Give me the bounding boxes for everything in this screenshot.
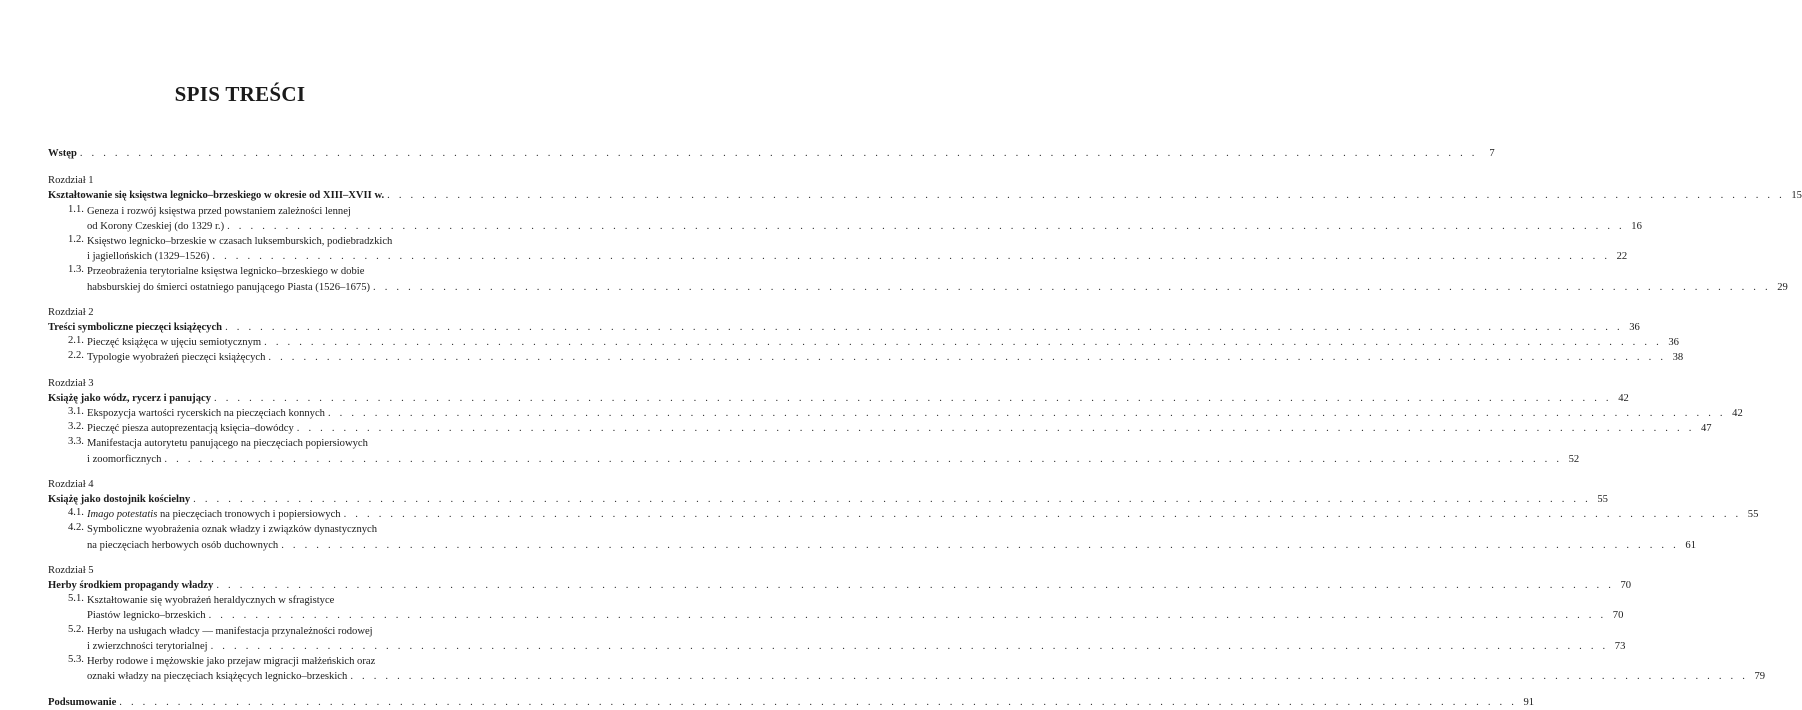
entry-text <box>87 406 325 421</box>
section-last-row[interactable] <box>87 335 1679 350</box>
toc-entry-section[interactable] <box>48 436 1580 466</box>
page-number: 29 <box>1777 281 1788 293</box>
section-last-line: na pieczęciach herbowych osób duchownych <box>87 539 279 551</box>
toc-entry-section[interactable] <box>48 264 1788 294</box>
dot-leader: . . . . . . . . . . . . . . . . . . . . . . . . . . . . . . . . . . . . . . . . . . . . . . . . . . . . . . . . . . . . . . . . . . . . . . . . . . . . . . . . . . . . . . . . . . . . . . . . . . . . . . . . . . . . . . . . . . . . . . . . <box>212 251 1611 263</box>
entry-text <box>87 608 206 623</box>
section-last-line: na pieczęciach tronowych i popiersiowych <box>157 509 341 521</box>
dot-leader: . . . . . . . . . . . . . . . . . . . . . . . . . . . . . . . . . . . . . . . . . . . . . . . . . . . . . . . . . . . . . . . . . . . . . . . . . . . . . . . . . . . . . . . . . . . . . . . . . . . . . . . . . . . . . . . . . . . . . . . . <box>281 539 1679 551</box>
dot-leader: . . . . . . . . . . . . . . . . . . . . . . . . . . . . . . . . . . . . . . . . . . . . . . . . . . . . . . . . . . . . . . . . . . . . . . . . . . . . . . . . . . . . . . . . . . . . . . . . . . . . . . . . . . . . . . . . . . . . . . . . <box>210 640 1609 652</box>
entry-text <box>48 146 77 161</box>
page-number: 61 <box>1685 539 1696 551</box>
page-number: 7 <box>1489 148 1495 159</box>
section-body <box>87 406 1743 421</box>
page-number: 73 <box>1614 640 1626 652</box>
entry-text <box>87 421 294 436</box>
section-last-row[interactable] <box>87 406 1743 421</box>
dot-leader: . . . . . . . . . . . . . . . . . . . . . . . . . . . . . . . . . . . . . . . . . . . . . . . . . . . . . . . . . . . . . . . . . . . . . . . . . . . . . . . . . . . . . . . . . . . . . . . . . . . . . . . . . . . . . . . . . . . . . . . . <box>268 352 1667 364</box>
section-number: 2.1. <box>68 335 84 347</box>
entry-text <box>48 695 116 710</box>
section-body <box>87 350 1683 365</box>
dot-leader: . . . . . . . . . . . . . . . . . . . . . . . . . . . . . . . . . . . . . . . . . . . . . . . . . . . . . . . . . . . . . . . . . . . . . . . . . . . . . . . . . . . . . . . . . . . . . . . . . . . . . . . . . . . . . . . . . . . . . . . . <box>214 392 1612 404</box>
toc-entry-section[interactable] <box>48 654 1766 684</box>
section-last-line: od Korony Czeskiej (do 1329 r.) <box>87 220 225 232</box>
page-number: 47 <box>1700 423 1712 435</box>
entry-text <box>48 578 213 593</box>
page-number: 36 <box>1629 322 1640 334</box>
section-body <box>87 264 1788 294</box>
section-number: 1.1. <box>68 203 84 215</box>
entry-text <box>48 492 190 507</box>
page-number: 22 <box>1616 251 1628 263</box>
entry-text <box>48 391 211 406</box>
section-line: Geneza i rozwój księstwa przed powstaniem zależności lennej <box>87 205 351 217</box>
toc-entry-section[interactable] <box>48 335 1679 350</box>
section-last-row[interactable] <box>87 280 1788 295</box>
section-last-row[interactable] <box>87 507 1758 522</box>
section-last-line: Pieczęć książęca w ujęciu semiotycznym <box>87 337 262 349</box>
section-body <box>87 421 1712 436</box>
toc-entry-section[interactable] <box>48 507 1759 522</box>
toc-entry-section[interactable] <box>48 203 1642 234</box>
page-number: 79 <box>1754 671 1766 683</box>
toc-entry-section[interactable] <box>48 623 1626 654</box>
entry-text <box>87 219 224 234</box>
dot-leader: . . . . . . . . . . . . . . . . . . . . . . . . . . . . . . . . . . . . . . . . . . . . . . . . . . . . . . . . . . . . . . . . . . . . . . . . . . . . . . . . . . . . . . . . . . . . . . . . . . . . . . . . . . . . . . . . . . . . . . . . <box>193 494 1591 506</box>
chapter-label: Rozdział 5 <box>48 564 94 576</box>
dot-leader: . . . . . . . . . . . . . . . . . . . . . . . . . . . . . . . . . . . . . . . . . . . . . . . . . . . . . . . . . . . . . . . . . . . . . . . . . . . . . . . . . . . . . . . . . . . . . . . . . . . . . . . . . . . . . . . . . . . . . . . . <box>373 281 1771 293</box>
table-of-contents <box>48 146 1802 710</box>
page-number: 55 <box>1747 509 1759 521</box>
section-body <box>87 654 1765 684</box>
dot-leader: . . . . . . . . . . . . . . . . . . . . . . . . . . . . . . . . . . . . . . . . . . . . . . . . . . . . . . . . . . . . . . . . . . . . . . . . . . . . . . . . . . . . . . . . . . . . . . . . . . . . . . . . . . . . . . . . . . . . . . . . <box>343 509 1742 521</box>
section-last-row[interactable] <box>87 639 1625 654</box>
dot-leader: . . . . . . . . . . . . . . . . . . . . . . . . . . . . . . . . . . . . . . . . . . . . . . . . . . . . . . . . . . . . . . . . . . . . . . . . . . . . . . . . . . . . . . . . . . . . . . . . . . . . . . . . . . . . . . . . . . . . . . . . <box>79 148 1478 159</box>
entry-text <box>48 188 384 203</box>
section-last-row[interactable] <box>87 669 1765 684</box>
entry-text <box>87 669 347 684</box>
chapter-label: Rozdział 3 <box>48 377 94 389</box>
chapter-block <box>48 173 1802 295</box>
page-number: 36 <box>1668 337 1679 349</box>
section-number: 3.1. <box>68 406 84 418</box>
section-last-row[interactable] <box>87 249 1627 264</box>
toc-entry-section[interactable] <box>48 350 1684 365</box>
page-number: 70 <box>1612 610 1624 622</box>
chapter-title: Książę jako dostojnik kościelny <box>48 494 191 506</box>
section-number: 4.1. <box>68 507 84 519</box>
section-body <box>87 507 1758 522</box>
toc-entry-section[interactable] <box>48 421 1712 436</box>
toc-entry-chapter[interactable] <box>48 391 1629 406</box>
dot-leader: . . . . . . . . . . . . . . . . . . . . . . . . . . . . . . . . . . . . . . . . . . . . . . . . . . . . . . . . . . . . . . . . . . . . . . . . . . . . . . . . . . . . . . . . . . . . . . . . . . . . . . . . . . . . . . . . . . . . . . . . <box>327 408 1726 420</box>
page-number: 38 <box>1672 352 1684 364</box>
section-number: 1.2. <box>68 234 84 246</box>
section-number: 5.3. <box>68 654 84 666</box>
chapter-label: Rozdział 4 <box>48 478 94 490</box>
summary-label: Podsumowanie <box>48 696 117 708</box>
section-body <box>87 335 1679 350</box>
page-number: 15 <box>1791 190 1802 202</box>
chapter-label: Rozdział 2 <box>48 306 94 318</box>
dot-leader: . . . . . . . . . . . . . . . . . . . . . . . . . . . . . . . . . . . . . . . . . . . . . . . . . . . . . . . . . . . . . . . . . . . . . . . . . . . . . . . . . . . . . . . . . . . . . . . . . . . . . . . . . . . . . . . . . . . . . . . . <box>227 220 1625 232</box>
toc-entry-section[interactable] <box>48 406 1743 421</box>
section-line: Przeobrażenia terytorialne księstwa legnicko–brzeskiego w dobie <box>87 266 365 278</box>
chapter-title: Kształtowanie się księstwa legnicko–brzeskiego w okresie od XIII–XVII w. <box>48 190 385 202</box>
section-number: 3.3. <box>68 436 84 448</box>
toc-entry-intro[interactable] <box>48 146 1495 161</box>
page-number: 42 <box>1732 408 1743 420</box>
dot-leader: . . . . . . . . . . . . . . . . . . . . . . . . . . . . . . . . . . . . . . . . . . . . . . . . . . . . . . . . . . . . . . . . . . . . . . . . . . . . . . . . . . . . . . . . . . . . . . . . . . . . . . . . . . . . . . . . . . . . . . . . <box>216 580 1615 592</box>
page-number: 16 <box>1631 220 1642 232</box>
entry-text <box>87 538 278 553</box>
page-number: 70 <box>1620 580 1632 592</box>
section-body <box>87 624 1625 654</box>
dot-leader: . . . . . . . . . . . . . . . . . . . . . . . . . . . . . . . . . . . . . . . . . . . . . . . . . . . . . . . . . . . . . . . . . . . . . . . . . . . . . . . . . . . . . . . . . . . . . . . . . . . . . . . . . . . . . . . . . . . . . . . . <box>208 610 1607 622</box>
entry-text <box>48 320 222 335</box>
entry-text <box>87 452 161 467</box>
toc-entry-section[interactable] <box>48 593 1624 623</box>
page-number: 52 <box>1568 453 1580 465</box>
section-line: Herby rodowe i mężowskie jako przejaw migracji małżeńskich oraz <box>87 656 376 668</box>
chapter-block <box>48 477 1759 553</box>
section-last-row[interactable] <box>87 350 1683 365</box>
section-last-line: i jagiellońskich (1329–1526) <box>87 251 210 263</box>
section-number: 5.1. <box>68 593 84 605</box>
chapter-title: Książę jako wódz, rycerz i panujący <box>48 392 211 404</box>
dot-leader: . . . . . . . . . . . . . . . . . . . . . . . . . . . . . . . . . . . . . . . . . . . . . . . . . . . . . . . . . . . . . . . . . . . . . . . . . . . . . . . . . . . . . . . . . . . . . . . . . . . . . . . . . . . . . . . . . . . . . . . . <box>264 337 1662 349</box>
dot-leader: . . . . . . . . . . . . . . . . . . . . . . . . . . . . . . . . . . . . . . . . . . . . . . . . . . . . . . . . . . . . . . . . . . . . . . . . . . . . . . . . . . . . . . . . . . . . . . . . . . . . . . . . . . . . . . . . . . . . . . . . <box>350 671 1749 683</box>
dot-leader: . . . . . . . . . . . . . . . . . . . . . . . . . . . . . . . . . . . . . . . . . . . . . . . . . . . . . . . . . . . . . . . . . . . . . . . . . . . . . . . . . . . . . . . . . . . . . . . . . . . . . . . . . . . . . . . . . . . . . . . . <box>296 423 1695 435</box>
toc-entry-section[interactable] <box>48 234 1628 264</box>
section-last-line: i zwierzchności terytorialnej <box>87 640 208 652</box>
section-body <box>87 593 1623 623</box>
section-last-row[interactable] <box>87 421 1712 436</box>
toc-entry-chapter[interactable] <box>48 492 1608 507</box>
section-last-line: oznaki władzy na pieczęciach książęcych legnicko–brzeskich <box>87 671 348 683</box>
entry-text <box>87 507 341 522</box>
section-number: 1.3. <box>68 264 84 276</box>
section-body <box>87 522 1696 552</box>
chapter-title: Herby środkiem propagandy władzy <box>48 580 214 592</box>
section-last-row[interactable] <box>87 219 1642 234</box>
section-last-line: Pieczęć piesza autoprezentacją księcia–dowódcy <box>87 423 294 435</box>
toc-entry-chapter[interactable] <box>48 188 1802 203</box>
dot-leader: . . . . . . . . . . . . . . . . . . . . . . . . . . . . . . . . . . . . . . . . . . . . . . . . . . . . . . . . . . . . . . . . . . . . . . . . . . . . . . . . . . . . . . . . . . . . . . . . . . . . . . . . . . . . . . . . . . . . . . . . <box>387 190 1785 202</box>
section-last-row[interactable] <box>87 608 1623 623</box>
section-body <box>87 436 1579 466</box>
section-line: Kształtowanie się wyobrażeń heraldycznych w sfragistyce <box>87 595 335 607</box>
section-last-row[interactable] <box>87 452 1579 467</box>
section-number: 2.2. <box>68 350 84 362</box>
toc-entry-section[interactable] <box>48 522 1696 552</box>
chapter-label: Rozdział 1 <box>48 175 94 187</box>
entry-text <box>87 280 370 295</box>
section-line: Symboliczne wyobrażenia oznak władzy i związków dynastycznych <box>87 524 378 536</box>
dot-leader: . . . . . . . . . . . . . . . . . . . . . . . . . . . . . . . . . . . . . . . . . . . . . . . . . . . . . . . . . . . . . . . . . . . . . . . . . . . . . . . . . . . . . . . . . . . . . . . . . . . . . . . . . . . . . . . . . . . . . . . . <box>164 453 1563 465</box>
entry-text <box>87 350 265 365</box>
section-body <box>87 234 1627 264</box>
section-line: Herby na usługach władcy — manifestacja przynależności rodowej <box>87 625 373 637</box>
dot-leader: . . . . . . . . . . . . . . . . . . . . . . . . . . . . . . . . . . . . . . . . . . . . . . . . . . . . . . . . . . . . . . . . . . . . . . . . . . . . . . . . . . . . . . . . . . . . . . . . . . . . . . . . . . . . . . . . . . . . . . . . <box>225 322 1623 334</box>
toc-entry-summary[interactable] <box>48 695 1535 710</box>
page-number: 55 <box>1597 494 1608 506</box>
section-last-line: Typologie wyobrażeń pieczęci książęcych <box>87 352 266 364</box>
section-last-row[interactable] <box>87 538 1696 553</box>
section-last-line: i zoomorficznych <box>87 453 162 465</box>
section-body <box>87 204 1642 234</box>
section-number: 3.2. <box>68 421 84 433</box>
section-last-line: habsburskiej do śmierci ostatniego panującego Piasta (1526–1675) <box>87 281 371 293</box>
section-last-line: Ekspozycja wartości rycerskich na pieczęciach konnych <box>87 408 325 420</box>
page-number: 91 <box>1523 696 1535 708</box>
section-line: Manifestacja autorytetu panującego na pieczęciach popiersiowych <box>87 438 368 450</box>
entry-text <box>87 335 261 350</box>
toc-entry-chapter[interactable] <box>48 320 1640 335</box>
page-title: SPIS TREŚCI <box>174 82 306 106</box>
section-number: 5.2. <box>68 623 84 635</box>
section-italic-text: Imago potestatis <box>87 509 158 521</box>
section-line: Księstwo legnicko–brzeskie w czasach luksemburskich, podiebradzkich <box>87 236 393 248</box>
chapter-block <box>48 563 1766 685</box>
entry-text <box>87 639 208 654</box>
chapter-block <box>48 305 1684 366</box>
section-last-line: Piastów legnicko–brzeskich <box>87 610 206 622</box>
toc-entry-chapter[interactable] <box>48 578 1632 593</box>
chapter-block <box>48 376 1743 467</box>
entry-text <box>87 249 209 264</box>
dot-leader: . . . . . . . . . . . . . . . . . . . . . . . . . . . . . . . . . . . . . . . . . . . . . . . . . . . . . . . . . . . . . . . . . . . . . . . . . . . . . . . . . . . . . . . . . . . . . . . . . . . . . . . . . . . . . . . . . . . . . . . . <box>119 696 1518 708</box>
page-number: 42 <box>1618 392 1629 404</box>
section-number: 4.2. <box>68 522 84 534</box>
chapter-title: Treści symboliczne pieczęci książęcych <box>48 322 223 334</box>
intro-label: Wstęp <box>48 148 77 159</box>
